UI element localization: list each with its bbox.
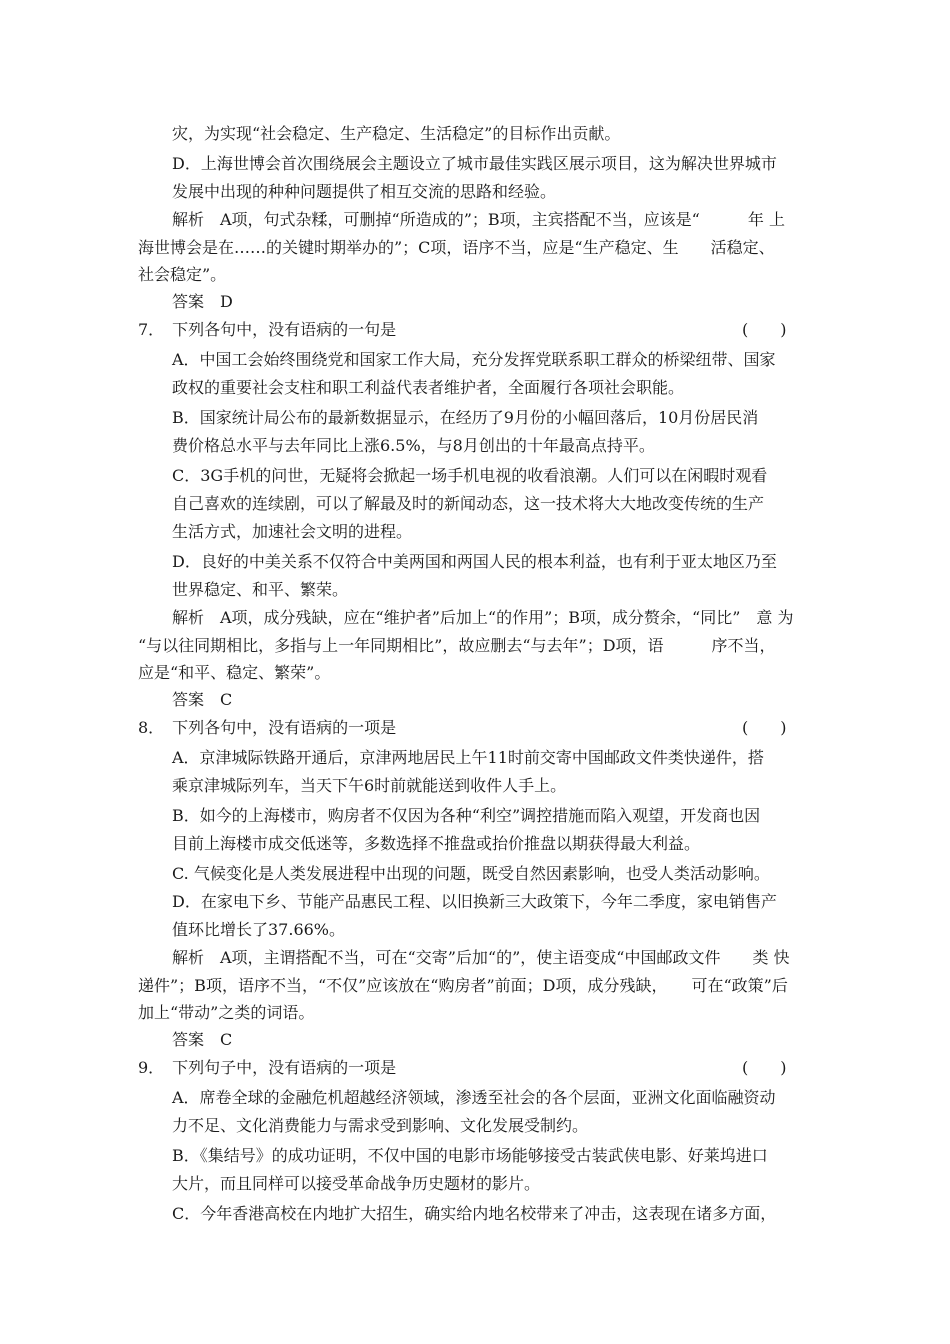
- q7-option-d-line2: 世界稳定、和平、繁荣。: [172, 580, 349, 599]
- q9-option-a-line1: A．席卷全球的金融危机超越经济领域，渗透至社会的各个层面，亚洲文化面临融资动: [172, 1088, 776, 1107]
- q8-analysis-line2: 递件”；B项，语序不当，“不仅”应该放在“购房者”前面；D项，成分残缺， 可在“政策”后: [138, 976, 788, 995]
- q8-option-a-line2: 乘京津城际列车，当天下午6时前就能送到收件人手上。: [172, 776, 567, 795]
- q8-option-a-line1: A．京津城际铁路开通后，京津两地居民上午11时前交寄中国邮政文件类快递件，搭: [172, 748, 764, 767]
- answer: 答案 D: [172, 292, 233, 311]
- q7-answer: 答案 C: [172, 690, 233, 709]
- analysis-line2: 海世博会是在……的关键时期举办的”；C项，语序不当，应是“生产稳定、生 活稳定、: [138, 238, 775, 257]
- q9-option-b-line1: B．《集结号》的成功证明，不仅中国的电影市场能够接受古装武侠电影、好莱坞进口: [172, 1146, 768, 1165]
- q8-option-b-line1: B．如今的上海楼市，购房者不仅因为各种“利空”调控措施而陷入观望，开发商也因: [172, 806, 761, 825]
- q9-option-a-line2: 力不足、文化消费能力与需求受到影响、文化发展受制约。: [172, 1116, 589, 1135]
- q9-option-c-line1: C．今年香港高校在内地扩大招生，确实给内地名校带来了冲击，这表现在诸多方面，: [172, 1204, 777, 1223]
- q8-analysis-line3: 加上“带动”之类的词语。: [138, 1003, 315, 1022]
- q8-option-c-line1: C. 气候变化是人类发展进程中出现的问题，既受自然因素影响，也受人类活动影响。: [172, 864, 770, 883]
- question-8-stem: 8． 下列各句中，没有语病的一项是: [138, 718, 397, 737]
- option-c-continuation: 灾，为实现“社会稳定、生产稳定、生活稳定”的目标作出贡献。: [172, 124, 621, 143]
- q8-answer: 答案 C: [172, 1030, 233, 1049]
- q7-option-c-line2: 自己喜欢的连续剧，可以了解最及时的新闻动态，这一技术将大大地改变传统的生产: [172, 494, 765, 513]
- q7-option-c-line1: C．3G手机的问世，无疑将会掀起一场手机电视的收看浪潮。人们可以在闲暇时观看: [172, 466, 768, 485]
- analysis-line3: 社会稳定”。: [138, 265, 227, 284]
- answer-blank: ( ): [742, 320, 787, 339]
- q8-analysis-line1: 解析 A项，主谓搭配不当，可在“交寄”后加“的”，使主语变成“中国邮政文件 类 快: [172, 948, 790, 967]
- question-9-stem: 9． 下列句子中，没有语病的一项是: [138, 1058, 397, 1077]
- q8-option-d-line2: 值环比增长了37.66%。: [172, 920, 346, 939]
- q7-option-b-line2: 费价格总水平与去年同比上涨6.5%，与8月创出的十年最高点持平。: [172, 436, 655, 455]
- q7-option-a-line1: A．中国工会始终围绕党和国家工作大局，充分发挥党联系职工群众的桥梁纽带、国家: [172, 350, 776, 369]
- q7-option-d-line1: D．良好的中美关系不仅符合中美两国和两国人民的根本利益，也有利于亚太地区乃至: [172, 552, 777, 571]
- q8-option-d-line1: D．在家电下乡、节能产品惠民工程、以旧换新三大政策下，今年二季度，家电销售产: [172, 892, 777, 911]
- answer-blank: ( ): [742, 1058, 787, 1077]
- q7-option-b-line1: B．国家统计局公布的最新数据显示，在经历了9月份的小幅回落后，10月份居民消: [172, 408, 759, 427]
- analysis-line1: 解析 A项，句式杂糅，可删掉“所造成的”；B项，主宾搭配不当，应该是“ 年 上: [172, 210, 785, 229]
- q9-option-b-line2: 大片，而且同样可以接受革命战争历史题材的影片。: [172, 1174, 541, 1193]
- option-d-line1: D．上海世博会首次围绕展会主题设立了城市最佳实践区展示项目，这为解决世界城市: [172, 154, 777, 173]
- q7-option-c-line3: 生活方式，加速社会文明的进程。: [172, 522, 413, 541]
- q7-option-a-line2: 政权的重要社会支柱和职工利益代表者维护者，全面履行各项社会职能。: [172, 378, 685, 397]
- q7-analysis-line1: 解析 A项，成分残缺，应在“维护者”后加上“的作用”；B项，成分赘余，“同比” 意 为: [172, 608, 794, 627]
- answer-blank: ( ): [742, 718, 787, 737]
- q7-analysis-line2: “与以往同期相比，多指与上一年同期相比”，故应删去“与去年”；D项，语 序不当，: [138, 636, 776, 655]
- q7-analysis-line3: 应是“和平、稳定、繁荣”。: [138, 663, 331, 682]
- question-7-stem: 7． 下列各句中，没有语病的一句是: [138, 320, 397, 339]
- q8-option-b-line2: 目前上海楼市成交低迷等，多数选择不推盘或抬价推盘以期获得最大利益。: [172, 834, 701, 853]
- option-d-line2: 发展中出现的种种问题提供了相互交流的思路和经验。: [172, 182, 557, 201]
